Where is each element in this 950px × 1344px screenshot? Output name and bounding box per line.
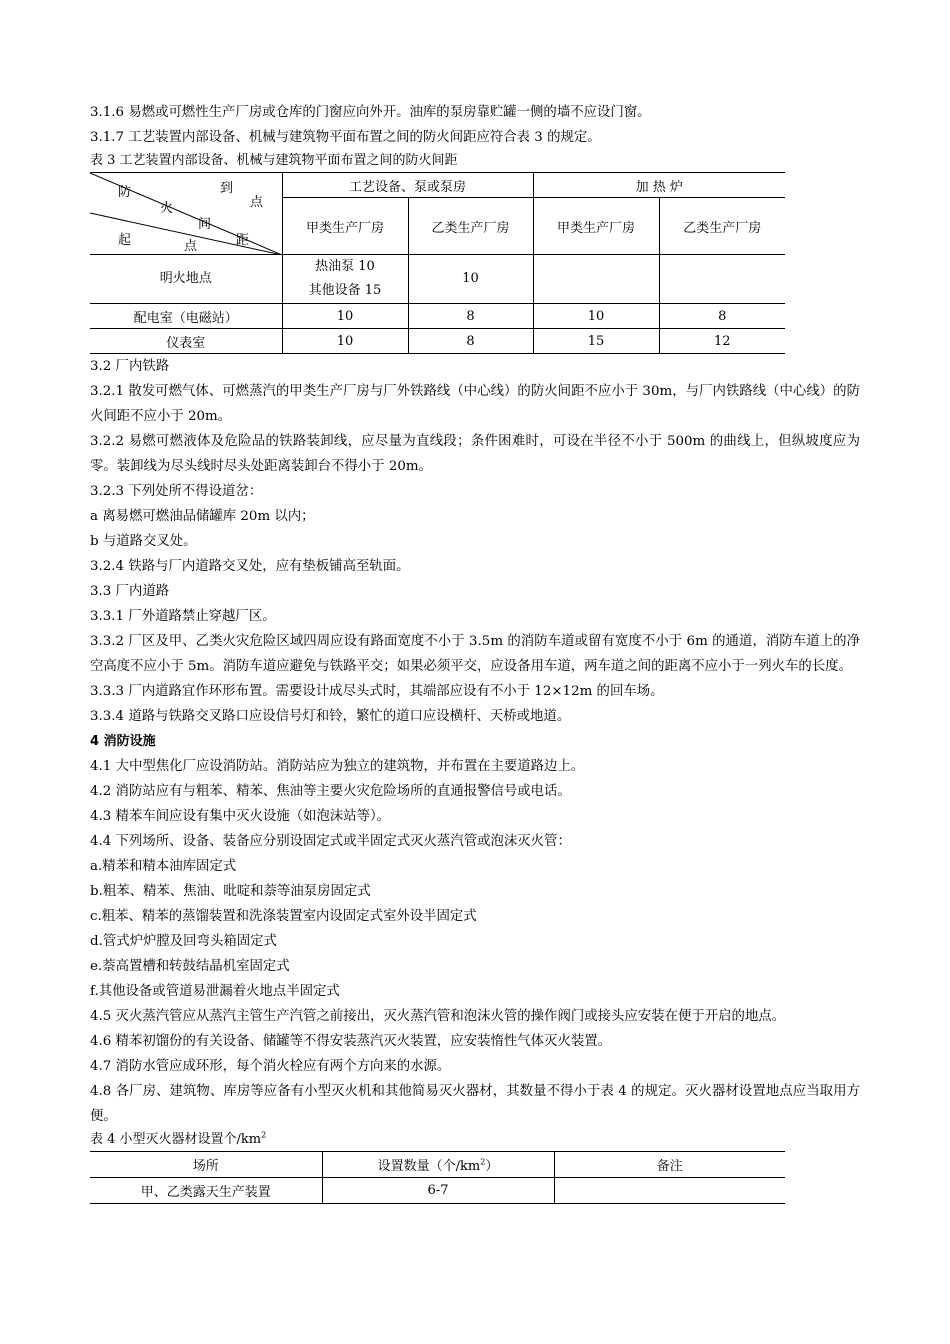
section-heading: 4 消防设施: [90, 734, 156, 749]
paragraph: 3.1.7 工艺装置内部设备、机械与建筑物平面布置之间的防火间距应符合表 3 的规定。: [90, 130, 601, 145]
table3-cell: 10: [408, 255, 533, 304]
section-3-2-3-3-paragraphs: [90, 354, 860, 729]
paragraph: 4.3 精苯车间应设有集中灭火设施（如泡沫站等）。: [90, 809, 391, 824]
paragraph: b.粗苯、精苯、焦油、吡啶和萘等油泵房固定式: [90, 884, 371, 899]
table4-header: 备注: [554, 1152, 785, 1178]
paragraph: 3.1.6 易燃或可燃性生产厂房或仓库的门窗应向外开。油库的泵房靠贮罐一侧的墙不应设门窗。: [90, 105, 651, 120]
table4-cell: [554, 1178, 785, 1204]
corner-char: 点: [250, 195, 264, 210]
table3-cell: [659, 255, 785, 304]
paragraph: 4.1 大中型焦化厂应设消防站。消防站应为独立的建筑物，并布置在主要道路边上。: [90, 759, 585, 774]
paragraph: 3.2 厂内铁路: [90, 359, 170, 374]
paragraph: 4.8 各厂房、建筑物、库房等应备有小型灭火机和其他简易灭火器材，其数量不得小于表 4 的规定。灭火器材设置地点应当取用方便。: [90, 1084, 860, 1124]
corner-char: 间: [198, 217, 212, 232]
table3-subheader: 甲类生产厂房: [282, 198, 408, 255]
paragraph: 3.3 厂内道路: [90, 584, 170, 599]
table3-cell: 15: [533, 329, 659, 354]
cell-line: 其他设备 15: [308, 283, 382, 298]
paragraph: 3.3.1 厂外道路禁止穿越厂区。: [90, 609, 276, 624]
paragraph: 3.3.4 道路与铁路交叉路口应设信号灯和铃，繁忙的道口应设横杆、天桥或地道。: [90, 709, 571, 724]
table3-caption: 表 3 工艺装置内部设备、机械与建筑物平面布置之间的防火间距: [90, 153, 458, 168]
table-row: [90, 329, 785, 354]
paragraph: 4.7 消防水管应成环形，每个消火栓应有两个方向来的水源。: [90, 1059, 451, 1074]
corner-char: 防: [118, 185, 132, 200]
paragraph: 3.2.3 下列处所不得设道岔：: [90, 484, 263, 499]
superscript: 2: [261, 1130, 267, 1140]
table3-cell: 8: [659, 304, 785, 329]
paragraph: c.粗苯、精苯的蒸馏装置和洗涤装置室内设固定式室外设半固定式: [90, 909, 477, 924]
superscript: 2: [480, 1157, 486, 1167]
paragraph: 4.4 下列场所、设备、装备应分别设固定式或半固定式灭火蒸汽管或泡沫灭火管：: [90, 834, 571, 849]
table4-caption: [90, 1129, 860, 1151]
table3-row-label: 仪表室: [90, 329, 282, 354]
paragraph: f.其他设备或管道易泄漏着火地点半固定式: [90, 984, 340, 999]
corner-char: 距: [236, 233, 250, 248]
corner-char: 到: [220, 181, 234, 196]
table3-cell: 8: [408, 304, 533, 329]
cell-line: 热油泵 10: [315, 259, 375, 274]
corner-char: 点: [184, 239, 198, 254]
table3-cell: 10: [282, 329, 408, 354]
table3-corner-header: [90, 173, 282, 255]
table4-header: [322, 1152, 554, 1178]
paragraph: 4.5 灭火蒸汽管应从蒸汽主管生产汽管之前接出，灭火蒸汽管和泡沫火管的操作阀门或接头应安装在便于开启的地点。: [90, 1009, 786, 1024]
table3-subheader: 甲类生产厂房: [533, 198, 659, 255]
paragraph: b 与道路交叉处。: [90, 534, 197, 549]
table4-cell: 甲、乙类露天生产装置: [90, 1178, 322, 1204]
paragraph: 4.6 精苯初馏份的有关设备、储罐等不得安装蒸汽灭火装置，应安装惰性气体灭火装置。: [90, 1034, 612, 1049]
table-row: [90, 1178, 785, 1204]
table3-subheader: 乙类生产厂房: [659, 198, 785, 255]
paragraph: 3.2.2 易燃可燃液体及危险品的铁路装卸线，应尽量为直线段；条件困难时，可设在半径不小于 500m 的曲线上，但纵坡度应为零。装卸线为尽头线时尽头处距离装卸台不得小于 20m。: [90, 434, 860, 474]
paragraph: a 离易燃可燃油品储罐库 20m 以内；: [90, 509, 315, 524]
table3-cell: [282, 255, 408, 304]
table3-fire-distance: [90, 172, 785, 354]
table3-cell: 8: [408, 329, 533, 354]
section-3-1-paragraphs: [90, 100, 860, 150]
caption-text: 表 4 小型灭火器材设置个/km: [90, 1132, 262, 1147]
table4-header: 场所: [90, 1152, 322, 1178]
table3-cell: [533, 255, 659, 304]
paragraph: d.管式炉炉膛及回弯头箱固定式: [90, 934, 277, 949]
table4-cell: 6-7: [322, 1178, 554, 1204]
paragraph: a.精苯和精本油库固定式: [90, 859, 237, 874]
corner-char: 火: [160, 201, 174, 216]
paragraph: 4.2 消防站应有与粗苯、精苯、焦油等主要火灾危险场所的直通报警信号或电话。: [90, 784, 571, 799]
paragraph: 3.2.4 铁路与厂内道路交叉处，应有垫板铺高至轨面。: [90, 559, 410, 574]
table3-cell: 10: [533, 304, 659, 329]
table3-cell: 10: [282, 304, 408, 329]
corner-char: 起: [118, 233, 132, 248]
table3-row-label: 明火地点: [90, 255, 282, 304]
table-row: [90, 304, 785, 329]
header-text: 设置数量（个/km: [377, 1159, 481, 1174]
table3-cell: 12: [659, 329, 785, 354]
header-text: ）: [485, 1159, 499, 1174]
table3-group-header: 工艺设备、泵或泵房: [282, 173, 533, 198]
table-header-row: [90, 1152, 785, 1178]
table-row: [90, 255, 785, 304]
table4-extinguisher-quantity: [90, 1151, 785, 1204]
document-page: [90, 100, 860, 1204]
table3-group-header: 加 热 炉: [533, 173, 785, 198]
paragraph: 3.3.2 厂区及甲、乙类火灾危险区域四周应设有路面宽度不小于 3.5m 的消防车道或留有宽度不小于 6m 的通道，消防车道上的净空高度不应小于 5m。消防车道应避免与铁路平交；如果必须平交，应设备用车道，两车道之间的距离不应小于一列火车的长度。: [90, 634, 860, 674]
paragraph: e.萘高置槽和转鼓结晶机室固定式: [90, 959, 290, 974]
table3-subheader: 乙类生产厂房: [408, 198, 533, 255]
table3-row-label: 配电室（电磁站）: [90, 304, 282, 329]
paragraph: 3.2.1 散发可燃气体、可燃蒸汽的甲类生产厂房与厂外铁路线（中心线）的防火间距不应小于 30m，与厂内铁路线（中心线）的防火间距不应小于 20m。: [90, 384, 860, 424]
paragraph: 3.3.3 厂内道路宜作环形布置。需要设计成尽头式时，其端部应设有不小于 12×12m 的回车场。: [90, 684, 664, 699]
section-4-paragraphs: [90, 754, 860, 1129]
